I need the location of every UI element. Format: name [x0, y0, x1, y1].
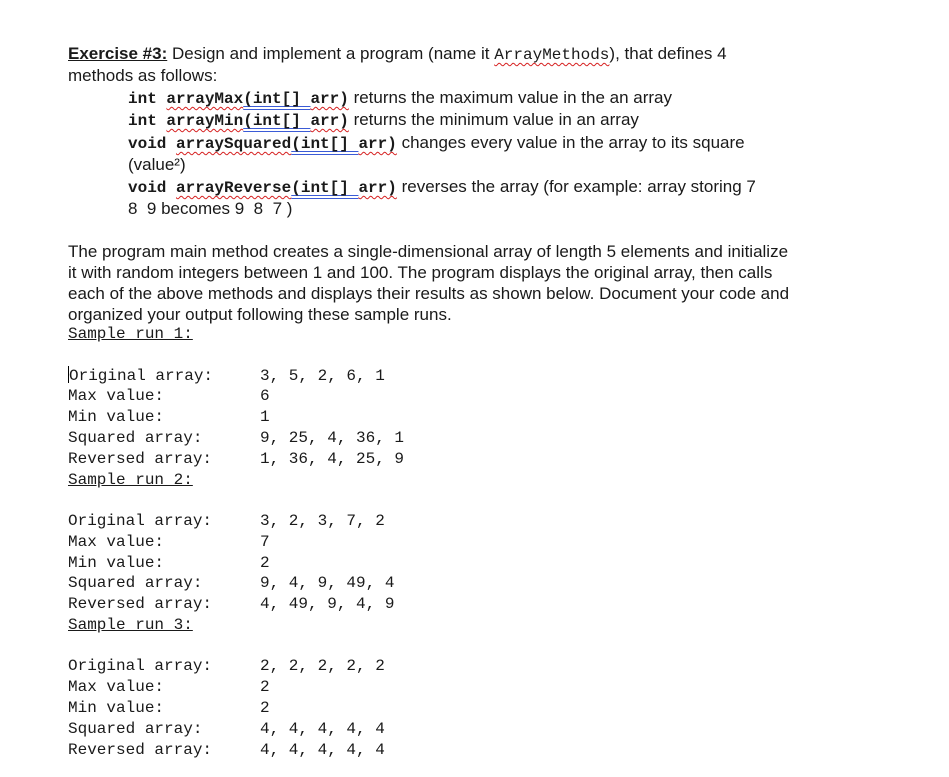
output-value: 4, 4, 4, 4, 4	[260, 741, 385, 759]
output-value: 2	[260, 699, 270, 717]
output-label: Squared array:	[68, 720, 203, 738]
output-label: Min value:	[68, 699, 165, 717]
exercise-heading	[68, 43, 727, 66]
class-name: ArrayMethods	[494, 46, 610, 64]
paragraph-line-4: organized your output following these sample runs.	[68, 305, 452, 324]
method-arrayreverse-cont: 8 9 becomes 9 8 7 )	[128, 199, 293, 218]
paragraph-line-1: The program main method creates a single-dimensional array of length 5 elements and initialize	[68, 242, 789, 261]
output-label: Original array:	[68, 512, 213, 530]
output-value: 2, 2, 2, 2, 2	[260, 657, 385, 675]
output-label: Max value:	[68, 678, 165, 696]
sample-run-title: Sample run 1:	[68, 325, 193, 343]
output-value: 4, 4, 4, 4, 4	[260, 720, 385, 738]
output-value: 2	[260, 554, 270, 572]
exercise-intro: Design and implement a program (name it	[167, 44, 495, 63]
output-value: 2	[260, 678, 270, 696]
method-description: reverses the array (for example: array storing 7	[396, 177, 756, 196]
method-name: arraySquared	[176, 135, 292, 153]
output-value: 1	[260, 408, 270, 426]
method-name: arrayReverse	[176, 179, 292, 197]
method-description: returns the maximum value in the an array	[348, 88, 672, 107]
method-description: returns the minimum value in an array	[348, 110, 639, 129]
method-arraysquared: void arraySquared(int[] arr) changes every value in the array to its square	[128, 133, 745, 153]
output-label: Max value:	[68, 387, 165, 405]
output-label: Min value:	[68, 408, 165, 426]
exercise-intro-end: ), that defines 4	[609, 44, 727, 63]
output-label: Reversed array:	[68, 595, 213, 613]
method-arraymax: int arrayMax(int[] arr) returns the maximum value in the an array	[128, 88, 672, 108]
output-value: 3, 5, 2, 6, 1	[260, 367, 385, 385]
sample-run-title: Sample run 3:	[68, 616, 193, 634]
paragraph-line-3: each of the above methods and displays their results as shown below. Document your code and	[68, 284, 790, 303]
method-arraysquared-cont: (value²)	[128, 155, 186, 174]
paragraph-line-2: it with random integers between 1 and 100. The program displays the original array, then calls	[68, 263, 773, 282]
output-label: Max value:	[68, 533, 165, 551]
output-value: 4, 49, 9, 4, 9	[260, 595, 395, 613]
output-label: Original array:	[69, 367, 214, 385]
output-label: Squared array:	[68, 574, 203, 592]
output-value: 3, 2, 3, 7, 2	[260, 512, 385, 530]
output-label: Original array:	[68, 657, 213, 675]
output-value: 1, 36, 4, 25, 9	[260, 450, 405, 468]
sample-run-title: Sample run 2:	[68, 471, 193, 489]
output-value: 6	[260, 387, 270, 405]
method-description: changes every value in the array to its square	[396, 133, 745, 152]
method-name: arrayMin	[166, 112, 244, 130]
output-label: Reversed array:	[68, 450, 213, 468]
exercise-label: Exercise #3:	[68, 44, 168, 63]
exercise-heading-line2: methods as follows:	[68, 66, 218, 85]
output-value: 9, 25, 4, 36, 1	[260, 429, 405, 447]
output-label: Reversed array:	[68, 741, 213, 759]
output-value: 7	[260, 533, 270, 551]
method-arraymin: int arrayMin(int[] arr) returns the minimum value in an array	[128, 110, 639, 130]
method-name: arrayMax	[166, 90, 244, 108]
output-label: Min value:	[68, 554, 165, 572]
output-label: Squared array:	[68, 429, 203, 447]
output-value: 9, 4, 9, 49, 4	[260, 574, 395, 592]
method-arrayreverse: void arrayReverse(int[] arr) reverses the array (for example: array storing 7	[128, 177, 756, 197]
